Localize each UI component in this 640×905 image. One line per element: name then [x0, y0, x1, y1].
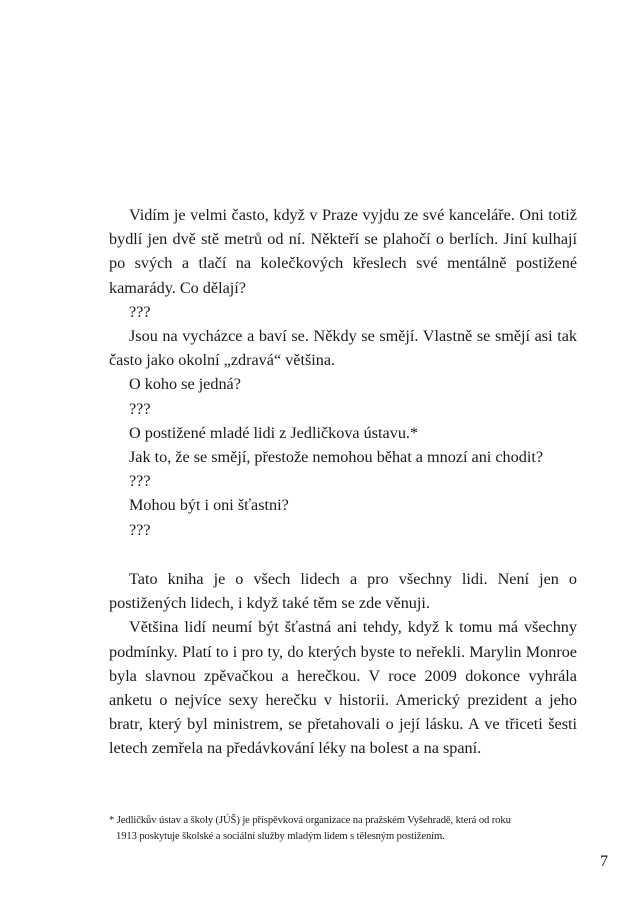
paragraph-book-intro: Tato kniha je o všech lidech a pro všechny lidi. Není jen o postižených lidech, i když také těm se zde věnuji. — [109, 570, 577, 613]
paragraph-happy: Mohou být i oni šťastni? — [129, 496, 289, 515]
footnote-line-2: 1913 poskytuje školské a sociální služby mladým lidem s tělesným postižením. — [116, 831, 445, 842]
paragraph-monroe: Většina lidí neumí být šťastná ani tehdy, když k tomu má všechny podmínky. Platí to i pro ty, do kterých byste to neřekli. Marylin Monroe byla slavnou zpěvačkou a herečkou. V roce 2009 dokonce vyhrála anketu o nejvíce sexy herečku v historii. Americký prezident a jeho bratr, který byl ministrem, se přetahovali o její lásku. A ve třiceti šesti letech zemřela na předávkování léky na bolest a na spaní. — [109, 618, 577, 758]
paragraph-jedlicka: O postižené mladé lidi z Jedličkova ústavu.* — [129, 423, 419, 442]
page-number: 7 — [600, 853, 608, 870]
main-text-section-2 — [109, 567, 577, 761]
paragraph-question-marks: ??? — [129, 472, 151, 491]
footnote — [109, 813, 579, 845]
paragraph-who: O koho se jedná? — [129, 375, 241, 394]
paragraph-question-marks: ??? — [129, 520, 151, 539]
main-text-section-1 — [109, 203, 577, 542]
paragraph-walk: Jsou na vycházce a baví se. Někdy se smějí. Vlastně se smějí asi tak často jako okolní „zdravá“ většina. — [109, 327, 577, 370]
paragraph-how: Jak to, že se smějí, přestože nemohou běhat a mnozí ani chodit? — [129, 448, 543, 467]
paragraph-question-marks: ??? — [129, 302, 151, 321]
footnote-line-1: * Jedličkův ústav a školy (JÚŠ) je příspěvková organizace na pražském Vyšehradě, která od roku — [109, 815, 511, 826]
paragraph-opening: Vidím je velmi často, když v Praze vyjdu ze své kanceláře. Oni totiž bydlí jen dvě stě metrů od ní. Někteří se plahočí o berlích. Jiní kulhají po svých a tlačí na kolečkových křeslech své mentálně postižené kamarády. Co dělají? — [109, 206, 577, 297]
paragraph-question-marks: ??? — [129, 399, 151, 418]
